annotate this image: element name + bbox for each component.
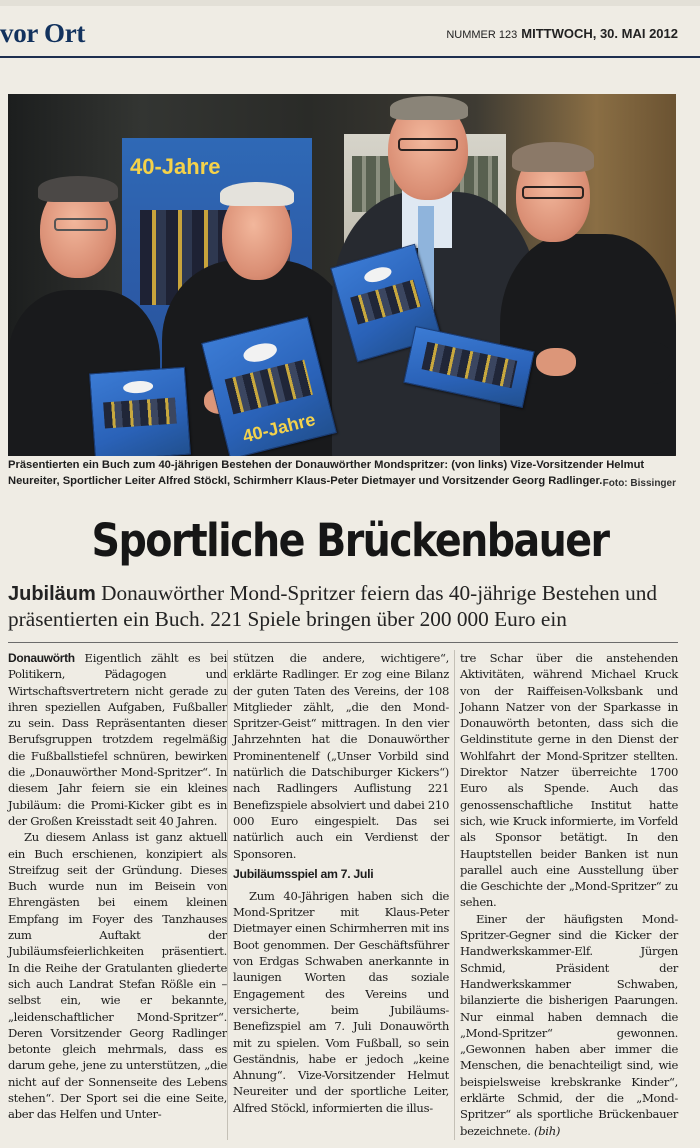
subheadline [8,581,688,632]
issue-number: NUMMER 123 [446,29,518,41]
intertitle: Jubiläumsspiel am 7. Juli [233,866,374,881]
paragraph-text: Eigentlich zählt es bei Politikern, Pädagogen und Wirtschaftsvertretern nicht gerade zu ihren speziellen Aufgaben, Fußballer zu sein. Dass Repräsentanten dieser Berufsgruppen trotzdem regelmäßig die Fußballstiefel schnüren, bewirken die „Donauwörther Mond-Spritzer“. In diesem Jahr feiern sie ein kleines Jubiläum: die Promi-Kicker gibt es in der Großen Kreisstadt seit 40 Jahren. [8,651,227,828]
book-team-photo [422,342,517,388]
book-logo [241,340,279,364]
book-logo [123,380,154,394]
paragraph [460,911,678,1139]
subheadline-text: Donauwörther Mond-Spritzer feiern das 40-jährige Bestehen und präsentierten ein Buch. 221 Spiele bringen über 200 000 Euro ein [8,581,658,631]
person-glasses [522,186,584,199]
article-photo [8,94,676,456]
book-team-photo [103,398,176,429]
person-hair [512,142,594,172]
paragraph: Zum 40-Jährigen haben sich die Mond-Spritzer mit Klaus-Peter Dietmayer einen Schirmherren mit ins Boot genommen. Der Geschäftsführer von Erdgas Schwaben anerkannte in launigen Worten das soziale Engagement des Vereins und versicherte, beim Jubiläums-Benefizspiel am 7. Juli Donauwörth mit zu spielen. Vom Fußball, so sein Geständnis, habe er jedoch „keine Ahnung“. Vize-Vorsitzender Helmut Neureiter und der sportliche Leiter, Alfred Stöckl, informierten die illus- [233,888,449,1115]
dateline-place: Donauwörth [8,651,75,665]
subheadline-rule [8,642,678,643]
book-left [89,367,191,456]
header-rule [0,56,700,58]
book-logo [363,264,393,285]
kicker: Jubiläum [8,583,96,605]
person-hand [536,348,576,376]
book-team-photo [350,279,421,325]
article-column-1 [8,650,227,1123]
photo-caption: Präsentierten ein Buch zum 40-jährigen Bestehen der Donauwörther Mondspritzer: (von links) Vize-Vorsitzender Helmut Neureiter, Sportlicher Leiter Alfred Stöckl, Schirmherr Klaus-Peter Dietmayer und Vorsitzender Georg Radlinger. [8,459,645,487]
photo-credit: Foto: Bissinger [602,478,676,489]
issue-weekday-date: MITTWOCH, 30. MAI 2012 [521,26,678,41]
paragraph-text: Einer der häufigsten Mond-Spritzer-Gegner sind die Kicker der Handwerkskammer-Elf. Jürgen Schmid, Präsident der Handwerkskammer Schwaben, bilanzierte die bisherigen Paarungen. Nur einmal haben demnach die „Mond-Spritzer“ gewonnen. „Gewonnen haben aber immer die Menschen, die benachteiligt sind, wie beispielsweise krebskranke Kinder“, erklärte Schmid, der die „Mond-Spritzer“ als sportliche Brückenbauer bezeichnete. [460,911,678,1138]
section-name: vor Ort [0,18,86,48]
paragraph: Zu diesem Anlass ist ganz aktuell ein Buch erschienen, konzipiert als Streifzug seit der Gründung. Dieses Buch wurde nun im Beisein von Ehrengästen bei einem kleinen Empfang im Foyer des Tanzhauses zum Auftakt der Jubiläumsfeierlichkeiten präsentiert. In die Reihe der Gratulanten gliederte sich auch Landrat Stefan Rößle ein – selbst ein, wie er bekannte, „leidenschaftlicher Mond-Spritzer“. Deren Vorsitzender Georg Radlinger betonte gleich mehrmals, dass es darum gehe, jene zu unterstützen, „die nicht auf der Sonnenseite des Lebens stehen“. Der Sport sei die eine Seite, aber das Helfen und Unter- [8,830,227,1122]
article-column-3 [460,650,678,1139]
paragraph: stützen die andere, wichtigere“, erklärte Radlinger. Er zog eine Bilanz der guten Taten des Vereins, der 108 Mitglieder zählt, „die den Mond-Spritzer-Geist“ mittragen. In den vier Jahrzehnten hat die Donauwörther Prominentenelf („Unser Vorbild sind natürlich die Datschiburger Kickers“) nach Radlingers Auflistung 221 Benefizspiele absolviert und dabei 210 000 Euro eingespielt. Das sei natürlich auch ein Verdienst der Sponsoren. [233,651,450,861]
book-title: 40-Jahre [240,409,318,447]
paragraph [8,650,227,829]
author-initials: (bih) [534,1123,561,1138]
poster-title: 40-Jahre [130,154,221,179]
page-top-edge [0,0,700,6]
article-column-2 [233,650,449,1116]
headline: Sportliche Brückenbauer [91,514,609,567]
paragraph: tre Schar über die anstehenden Aktivitäten, während Michael Kruck von der Raiffeisen-Volksbank und Johann Natzer von der Sparkasse in Donauwörth betonten, dass sich die Geldinstitute gerne in den Dienst der Wohlfahrt der Mond-Spritzer stellten. Direktor Natzer überreichte 1700 Euro als Spende. Auch das genossenschaftliche Institut hatte sich, wie Kruck informierte, im Vorfeld als Sponsor betätigt. In den Hauptstellen beider Banken ist nun parallel auch eine Ausstellung über die Geschichte der „Mond-Spritzer“ zu sehen. [460,651,678,910]
book-team-photo [225,360,313,414]
column-rule [454,650,455,1140]
column-rule [227,650,228,1140]
issue-date [446,26,678,41]
